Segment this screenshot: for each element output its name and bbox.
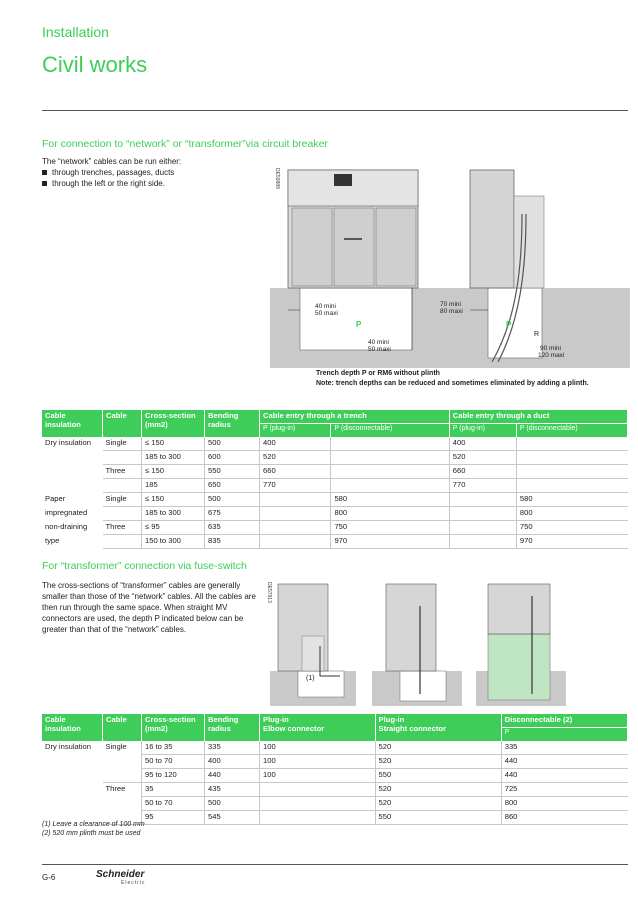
cell-trench-plugin xyxy=(260,493,331,507)
cell-trench-plugin xyxy=(260,521,331,535)
right-dim-line1: 70 mini xyxy=(440,301,461,308)
cell-duct-disc: 970 xyxy=(516,535,627,549)
cell-disconnectable: 335 xyxy=(501,741,627,755)
table-network-cables xyxy=(42,410,628,549)
header-divider xyxy=(42,110,628,111)
col-insulation: Cable insulation xyxy=(42,410,103,437)
table-row xyxy=(42,741,628,755)
cell-insulation: Dry insulation xyxy=(45,438,92,447)
table-row xyxy=(42,465,628,479)
cell-elbow xyxy=(260,797,376,811)
cell-insulation: type xyxy=(45,535,60,545)
cell-duct-disc xyxy=(516,465,627,479)
cell-trench-disc: 750 xyxy=(331,521,449,535)
cell-duct-disc xyxy=(516,451,627,465)
cell-radius: 675 xyxy=(205,507,260,521)
cell-radius: 500 xyxy=(205,797,260,811)
section1-intro-block xyxy=(42,156,262,189)
cell-elbow: 100 xyxy=(260,741,376,755)
p-label-left: P xyxy=(356,320,362,329)
bullet-item: through the left or the right side. xyxy=(42,178,262,189)
col-insulation: Cable insulation xyxy=(42,714,103,741)
table-row xyxy=(42,493,628,507)
cell-duct-disc: 800 xyxy=(516,507,627,521)
col-trench-disconnectable: P (disconnectable) xyxy=(331,424,449,438)
cell-disconnectable: 860 xyxy=(501,811,627,825)
cell-radius: 400 xyxy=(205,755,260,769)
cell-trench-plugin: 400 xyxy=(260,437,331,451)
radius-dim-line2: 120 maxi xyxy=(538,352,565,359)
unit-straight xyxy=(386,584,436,671)
table-transformer-cables xyxy=(42,714,628,825)
cell-duct-disc xyxy=(516,479,627,493)
cell-radius: 500 xyxy=(205,493,260,507)
cell-trench-disc: 580 xyxy=(331,493,449,507)
cell-trench-disc xyxy=(331,437,449,451)
plinth-area xyxy=(488,634,550,700)
col-plugin-straight: Plug-in Straight connector xyxy=(375,714,501,741)
depth-dim-line2: 50 maxi xyxy=(368,346,391,353)
cell-straight: 520 xyxy=(375,741,501,755)
cell-insulation xyxy=(42,479,103,493)
footnote: (1) Leave a clearance of 100 mm xyxy=(42,821,145,828)
table-row xyxy=(42,437,628,451)
cell-cable xyxy=(103,769,142,783)
cell-cross-section: 185 to 300 xyxy=(142,451,205,465)
cell-insulation xyxy=(42,769,103,783)
footnotes xyxy=(42,820,145,838)
figure-caption-2: Note: trench depths can be reduced and sometimes eliminated by adding a plinth. xyxy=(316,380,589,387)
col-duct-disconnectable: P (disconnectable) xyxy=(516,424,627,438)
cell-duct-plugin: 660 xyxy=(449,465,516,479)
cell-duct-disc xyxy=(516,437,627,451)
p-label-right: P xyxy=(506,320,512,329)
brand-logo: Schneider xyxy=(96,869,145,880)
cell-duct-disc: 580 xyxy=(516,493,627,507)
cell-straight: 520 xyxy=(375,755,501,769)
cell-elbow xyxy=(260,811,376,825)
cell-radius: 435 xyxy=(205,783,260,797)
cell-radius: 635 xyxy=(205,521,260,535)
depth-dim-line1: 40 mini xyxy=(368,339,389,346)
fuse-switch-diagram xyxy=(262,576,622,706)
cell-insulation: Paper xyxy=(45,493,66,503)
col-cross-section: Cross-section (mm2) xyxy=(142,714,205,741)
cell-cable: Three xyxy=(105,784,126,793)
footer-divider xyxy=(42,864,628,865)
table-row xyxy=(42,783,628,797)
section1-bullets xyxy=(42,167,262,189)
cell-trench-disc: 970 xyxy=(331,535,449,549)
col-cross-section: Cross-section (mm2) xyxy=(142,410,205,437)
cell-cross-section: 185 xyxy=(142,479,205,493)
cell-insulation xyxy=(42,465,103,479)
cell-radius: 440 xyxy=(205,769,260,783)
col-trench: Cable entry through a trench xyxy=(260,410,450,424)
note-marker: (1) xyxy=(306,675,315,682)
cell-trench-disc xyxy=(331,465,449,479)
col-duct-plugin: P (plug-in) xyxy=(449,424,516,438)
cell-cable xyxy=(103,507,142,521)
col-bending-radius: Bending radius xyxy=(205,714,260,741)
cell-cable xyxy=(103,535,142,549)
cell-cross-section: 150 to 300 xyxy=(142,535,205,549)
col-cable: Cable xyxy=(103,714,142,741)
cell-disconnectable: 725 xyxy=(501,783,627,797)
col-trench-plugin: P (plug-in) xyxy=(260,424,331,438)
cell-cable: Three xyxy=(103,521,142,535)
section2-body: The cross-sections of “transformer” cables are generally smaller than those of the “network” cables. All the cables are then run through the same space. When straight MV connectors are used, the depth P indicated below can be greater than that of the “network” cables. xyxy=(42,581,256,634)
cell-cross-section: 50 to 70 xyxy=(142,755,205,769)
col-plugin-elbow: Plug-in Elbow connector xyxy=(260,714,376,741)
cell-cross-section: ≤ 150 xyxy=(142,437,205,451)
cell-insulation: impregnated xyxy=(45,507,88,517)
cell-cross-section: 185 to 300 xyxy=(142,507,205,521)
section1-heading: For connection to “network” or “transformer”via circuit breaker xyxy=(42,138,328,150)
cell-cable: Three xyxy=(103,465,142,479)
cell-duct-plugin xyxy=(449,493,516,507)
table-row xyxy=(42,755,628,769)
figure-caption-1: Trench depth P or RM6 without plinth xyxy=(316,370,440,377)
brand-logo-sub: Electric xyxy=(121,880,146,886)
cell-radius: 600 xyxy=(205,451,260,465)
left-dim-line1: 40 mini xyxy=(315,303,336,310)
figure-code: DE59888 xyxy=(274,168,280,189)
radius-dim-line1: 90 mini xyxy=(540,345,561,352)
col-disconnectable: Disconnectable (2) xyxy=(501,714,627,728)
footnote: (2) 520 mm plinth must be used xyxy=(42,830,141,837)
cell-cross-section: ≤ 150 xyxy=(142,493,205,507)
cell-cross-section: 95 xyxy=(142,811,205,825)
cell-straight: 550 xyxy=(375,769,501,783)
table-row xyxy=(42,451,628,465)
table-row xyxy=(42,507,628,521)
section1-intro: The “network” cables can be run either: xyxy=(42,157,182,166)
cell-insulation: non-draining xyxy=(45,521,88,531)
page-number: G-6 xyxy=(42,873,56,882)
cell-duct-plugin xyxy=(449,521,516,535)
right-dim-line2: 80 maxi xyxy=(440,308,463,315)
table-row xyxy=(42,521,628,535)
col-bending-radius: Bending radius xyxy=(205,410,260,437)
cell-duct-plugin xyxy=(449,507,516,521)
trench-diagram xyxy=(270,160,630,392)
cell-duct-disc: 750 xyxy=(516,521,627,535)
cell-duct-plugin: 520 xyxy=(449,451,516,465)
cell-trench-plugin xyxy=(260,507,331,521)
r-label: R xyxy=(534,331,540,338)
bullet-item: through trenches, passages, ducts xyxy=(42,167,262,178)
page-title: Civil works xyxy=(42,52,148,77)
cell-insulation xyxy=(42,783,103,797)
cell-radius: 835 xyxy=(205,535,260,549)
cell-elbow: 100 xyxy=(260,769,376,783)
table-row xyxy=(42,797,628,811)
cell-elbow: 100 xyxy=(260,755,376,769)
cell-radius: 335 xyxy=(205,741,260,755)
cell-duct-plugin xyxy=(449,535,516,549)
cell-cable: Single xyxy=(103,493,142,507)
cell-radius: 500 xyxy=(205,437,260,451)
section-label: Installation xyxy=(42,24,109,40)
cell-insulation: Dry insulation xyxy=(45,742,92,751)
table-row xyxy=(42,769,628,783)
cell-straight: 520 xyxy=(375,797,501,811)
cell-duct-plugin: 400 xyxy=(449,437,516,451)
cell-disconnectable: 440 xyxy=(501,755,627,769)
cell-duct-plugin: 770 xyxy=(449,479,516,493)
cell-cable xyxy=(103,755,142,769)
cell-trench-plugin xyxy=(260,535,331,549)
cell-trench-disc xyxy=(331,479,449,493)
trench-pit-left xyxy=(300,288,412,350)
cell-trench-plugin: 770 xyxy=(260,479,331,493)
cell-cross-section: ≤ 150 xyxy=(142,465,205,479)
figure-code-2: DE57913 xyxy=(266,582,272,603)
cell-insulation xyxy=(42,797,103,811)
cell-radius: 650 xyxy=(205,479,260,493)
cell-insulation xyxy=(42,755,103,769)
cell-radius: 545 xyxy=(205,811,260,825)
cell-disconnectable: 440 xyxy=(501,769,627,783)
unit-disconnectable xyxy=(488,584,550,634)
cell-cross-section: 50 to 70 xyxy=(142,797,205,811)
cell-cross-section: 16 to 35 xyxy=(142,741,205,755)
cell-cross-section: 95 to 120 xyxy=(142,769,205,783)
cell-straight: 550 xyxy=(375,811,501,825)
cell-cable: Single xyxy=(105,742,127,751)
cell-elbow xyxy=(260,783,376,797)
cell-insulation xyxy=(42,451,103,465)
rm6-unit-side xyxy=(470,170,514,288)
control-panel xyxy=(334,174,352,186)
cell-cable xyxy=(103,451,142,465)
table-row xyxy=(42,535,628,549)
cell-trench-plugin: 660 xyxy=(260,465,331,479)
cell-straight: 520 xyxy=(375,783,501,797)
cell-cross-section: 35 xyxy=(142,783,205,797)
cell-trench-plugin: 520 xyxy=(260,451,331,465)
cell-disconnectable: 800 xyxy=(501,797,627,811)
cell-radius: 550 xyxy=(205,465,260,479)
cell-trench-disc xyxy=(331,451,449,465)
cell-cable: Single xyxy=(103,437,142,451)
col-disconnectable-p: P xyxy=(501,728,627,742)
cell-trench-disc: 800 xyxy=(331,507,449,521)
table-row xyxy=(42,479,628,493)
section2-heading: For “transformer” connection via fuse-switch xyxy=(42,560,247,572)
cell-cable xyxy=(103,479,142,493)
col-cable: Cable xyxy=(103,410,142,437)
cell-cable xyxy=(103,797,142,811)
col-duct: Cable entry through a duct xyxy=(449,410,627,424)
cell-cross-section: ≤ 95 xyxy=(142,521,205,535)
left-dim-line2: 50 maxi xyxy=(315,310,338,317)
